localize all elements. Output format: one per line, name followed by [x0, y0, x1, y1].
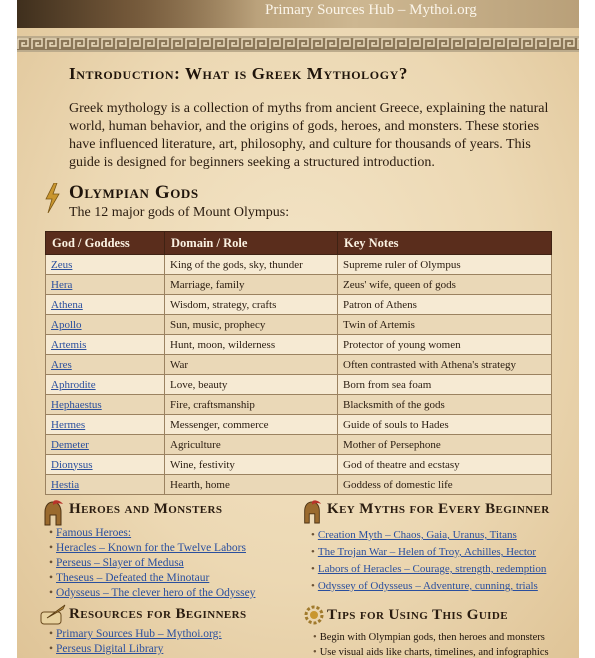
domain-cell: Marriage, family	[165, 275, 338, 295]
hero-link[interactable]: Famous Heroes:	[56, 527, 132, 539]
note-cell: Twin of Artemis	[338, 315, 552, 335]
domain-cell: Messenger, commerce	[165, 415, 338, 435]
note-cell: Born from sea foam	[338, 375, 552, 395]
god-link[interactable]: Aphrodite	[46, 375, 165, 395]
tips-list	[313, 630, 549, 658]
table-row	[46, 475, 552, 495]
list-item: • Odyssey of Odysseus – Adventure, cunning, trials	[311, 580, 538, 592]
list-item: • Perseus – Slayer of Medusa	[49, 557, 184, 569]
site-title[interactable]: Primary Sources Hub – Mythoi.org	[265, 2, 477, 18]
hero-link[interactable]: Perseus – Slayer of Medusa	[56, 557, 184, 569]
list-item: • Heracles – Known for the Twelve Labors	[49, 542, 246, 554]
intro-paragraph: Greek mythology is a collection of myths from ancient Greece, explaining the natural world, human behavior, and the origins of gods, heroes, and monsters. These stories have influenced literature, art, philosophy, and culture for thousands of years. This guide is designed for beginners seeking a structured introduction.	[69, 101, 549, 170]
list-item: • Perseus Digital Library	[49, 643, 164, 655]
list-item: • The Trojan War – Helen of Troy, Achilles, Hector	[311, 546, 537, 558]
lightning-bolt-icon	[43, 183, 61, 217]
guide-page	[17, 0, 579, 658]
tips-heading: Tips for Using This Guide	[327, 607, 508, 623]
laurel-wreath-icon	[303, 604, 325, 630]
olympian-gods-table	[45, 231, 552, 495]
note-cell: Guide of souls to Hades	[338, 415, 552, 435]
list-item: • Creation Myth – Chaos, Gaia, Uranus, Titans	[311, 529, 517, 541]
tip-text: Use visual aids like charts, timelines, and infographics	[319, 647, 549, 658]
note-cell: Mother of Persephone	[338, 435, 552, 455]
god-link[interactable]: Dionysus	[46, 455, 165, 475]
note-cell: Often contrasted with Athena's strategy	[338, 355, 552, 375]
myth-link[interactable]: The Trojan War – Helen of Troy, Achilles, Hector	[317, 546, 537, 558]
key-myths-heading: Key Myths for Every Beginner	[327, 501, 550, 517]
hero-link[interactable]: Odysseus – The clever hero of the Odyssey	[56, 587, 256, 599]
note-cell: Protector of young women	[338, 335, 552, 355]
domain-cell: Sun, music, prophecy	[165, 315, 338, 335]
resource-link[interactable]: Primary Sources Hub – Mythoi.org:	[56, 628, 222, 640]
resources-heading: Resources for Beginners	[69, 606, 247, 622]
note-cell: Goddess of domestic life	[338, 475, 552, 495]
god-link[interactable]: Demeter	[46, 435, 165, 455]
god-link[interactable]: Hermes	[46, 415, 165, 435]
olympian-heading: Olympian Gods	[69, 182, 199, 203]
god-link[interactable]: Artemis	[46, 335, 165, 355]
list-item: • Odysseus – The clever hero of the Odyssey	[49, 587, 256, 599]
god-link[interactable]: Hera	[46, 275, 165, 295]
heroes-heading: Heroes and Monsters	[69, 501, 223, 517]
domain-cell: Hunt, moon, wilderness	[165, 335, 338, 355]
domain-cell: Wine, festivity	[165, 455, 338, 475]
note-cell: God of theatre and ecstasy	[338, 455, 552, 475]
table-row	[46, 455, 552, 475]
tip-text: Begin with Olympian gods, then heroes and monsters	[319, 632, 545, 643]
myth-link[interactable]: Odyssey of Odysseus – Adventure, cunning, trials	[317, 580, 538, 592]
hero-link[interactable]: Heracles – Known for the Twelve Labors	[56, 542, 246, 554]
table-row	[46, 255, 552, 275]
domain-cell: War	[165, 355, 338, 375]
god-link[interactable]: Hestia	[46, 475, 165, 495]
note-cell: Patron of Athens	[338, 295, 552, 315]
list-item: • Labors of Heracles – Courage, strength, redemption	[311, 563, 547, 575]
god-link[interactable]: Zeus	[46, 255, 165, 275]
note-cell: Zeus' wife, queen of gods	[338, 275, 552, 295]
resource-link[interactable]: Perseus Digital Library	[56, 643, 164, 655]
list-item: • Famous Heroes:	[49, 527, 132, 539]
hero-link[interactable]: Theseus – Defeated the Minotaur	[56, 572, 210, 584]
header-illustration	[17, 0, 257, 28]
table-row	[46, 415, 552, 435]
domain-cell: Agriculture	[165, 435, 338, 455]
table-row	[46, 435, 552, 455]
intro-heading: Introduction: What is Greek Mythology?	[69, 64, 409, 83]
god-link[interactable]: Athena	[46, 295, 165, 315]
greek-key-border	[17, 36, 579, 52]
table-row	[46, 335, 552, 355]
column-header-domain: Domain / Role	[165, 232, 338, 255]
table-row	[46, 355, 552, 375]
table-row	[46, 275, 552, 295]
list-item: • Use visual aids like charts, timelines, and infographics	[313, 647, 549, 658]
domain-cell: Wisdom, strategy, crafts	[165, 295, 338, 315]
note-cell: Supreme ruler of Olympus	[338, 255, 552, 275]
key-myths-list	[311, 527, 546, 595]
myth-link[interactable]: Creation Myth – Chaos, Gaia, Uranus, Titans	[317, 529, 517, 541]
domain-cell: Love, beauty	[165, 375, 338, 395]
domain-cell: Hearth, home	[165, 475, 338, 495]
god-link[interactable]: Ares	[46, 355, 165, 375]
note-cell: Blacksmith of the gods	[338, 395, 552, 415]
olympian-subtitle: The 12 major gods of Mount Olympus:	[69, 205, 290, 220]
list-item: • Theseus – Defeated the Minotaur	[49, 572, 210, 584]
list-item: • Begin with Olympian gods, then heroes and monsters	[313, 632, 545, 643]
header-banner	[17, 0, 579, 28]
god-link[interactable]: Apollo	[46, 315, 165, 335]
domain-cell: King of the gods, sky, thunder	[165, 255, 338, 275]
table-row	[46, 295, 552, 315]
spartan-helmet-icon	[301, 500, 323, 528]
myth-link[interactable]: Labors of Heracles – Courage, strength, redemption	[317, 563, 547, 575]
god-link[interactable]: Hephaestus	[46, 395, 165, 415]
heroes-list	[49, 526, 255, 601]
table-row	[46, 395, 552, 415]
table-header-row	[46, 232, 552, 255]
table-row	[46, 315, 552, 335]
column-header-notes: Key Notes	[338, 232, 552, 255]
domain-cell: Fire, craftsmanship	[165, 395, 338, 415]
column-header-god: God / Goddess	[46, 232, 165, 255]
resources-list	[49, 627, 222, 657]
list-item: • Primary Sources Hub – Mythoi.org:	[49, 628, 222, 640]
table-row	[46, 375, 552, 395]
